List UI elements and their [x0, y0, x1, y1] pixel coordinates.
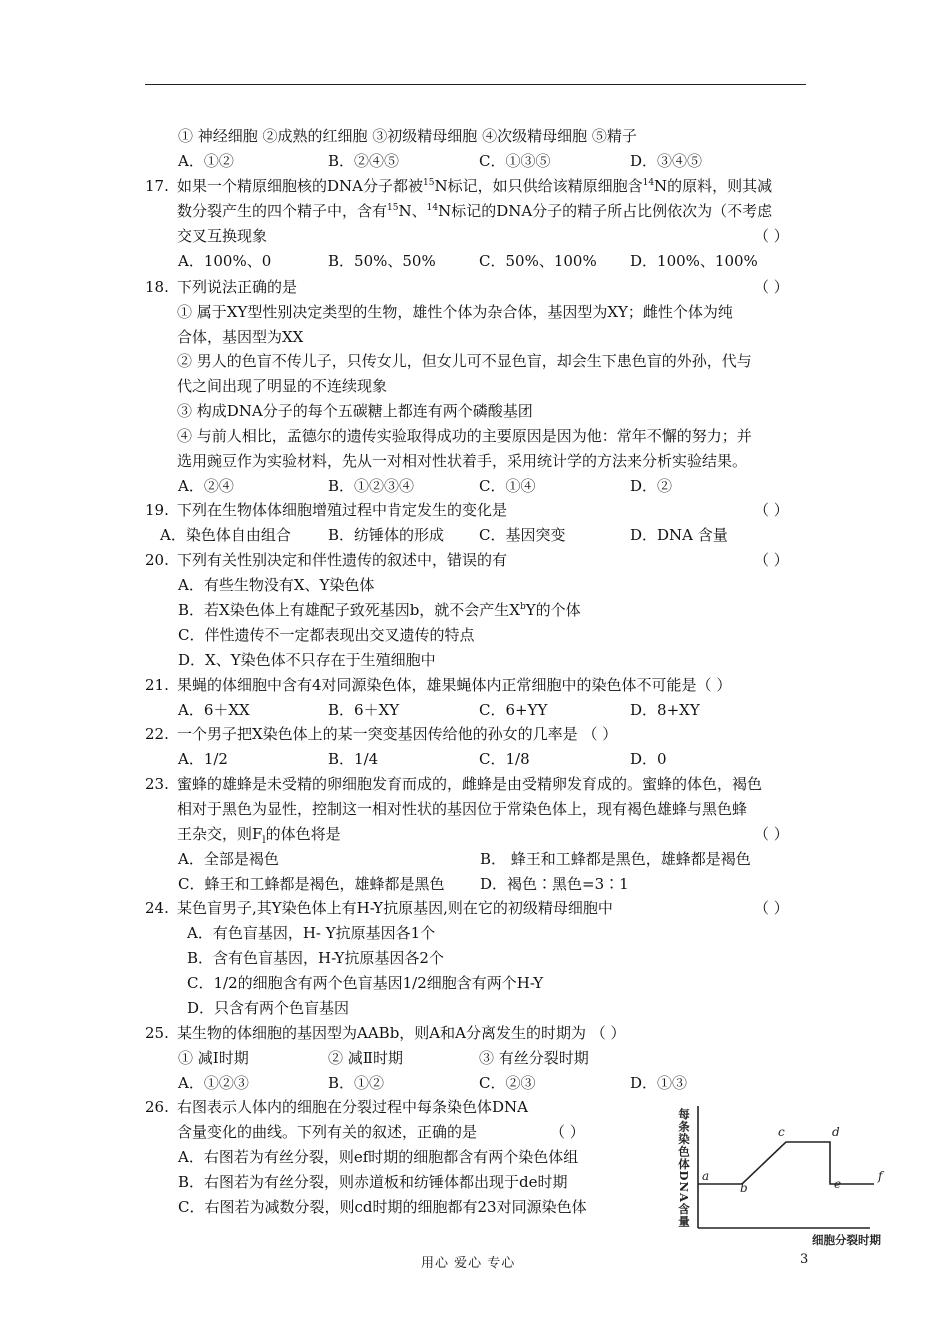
- q22-number: 22.: [145, 725, 169, 743]
- q17-line2: [177, 201, 772, 221]
- q18-option-d[interactable]: D．②: [630, 477, 673, 495]
- q20-option-b-text: Y的个体: [525, 601, 581, 619]
- q20-option-c[interactable]: C．伴性遗传不一定都表现出交叉遗传的特点: [178, 626, 475, 644]
- q18-statement-3: ③ 构成DNA分子的每个五碳糖上都连有两个磷酸基团: [177, 402, 533, 420]
- q26-number: 26.: [145, 1098, 169, 1116]
- q17-text: N标记，如只供给该精原细胞含: [434, 177, 643, 195]
- q16-items: ① 神经细胞 ②成熟的红细胞 ③初级精母细胞 ④次级精母细胞 ⑤精子: [178, 127, 637, 145]
- dna-content-chart: [672, 1100, 882, 1250]
- q23-option-d[interactable]: D．褐色∶黑色=3∶1: [480, 875, 629, 893]
- x-axis-label: 细胞分裂时期: [812, 1233, 881, 1247]
- q23-text: 蜜蜂的雄蜂是未受精的卵细胞发育而成的，雌蜂是由受精卵发育成的。蜜蜂的体色，褐色: [177, 775, 763, 793]
- q18-number: 18.: [145, 278, 169, 296]
- q22-option-c[interactable]: C．1/8: [479, 750, 530, 768]
- q23-line3: [177, 824, 341, 844]
- q25-item-2: ② 减Ⅱ时期: [328, 1049, 403, 1067]
- q17-option-b[interactable]: B．50%、50%: [328, 252, 436, 270]
- q18-statement-2b: 代之间出现了明显的不连续现象: [177, 377, 388, 395]
- q25-item-3: ③ 有丝分裂时期: [479, 1049, 589, 1067]
- q16-option-b[interactable]: B．②④⑤: [328, 152, 400, 170]
- q25-option-b[interactable]: B．①②: [328, 1074, 385, 1092]
- q19-stem: [145, 500, 507, 520]
- q20-option-d[interactable]: D．X、Y染色体不只存在于生殖细胞中: [178, 651, 436, 669]
- q17-option-c[interactable]: C．50%、100%: [479, 252, 597, 270]
- q24-stem: [145, 898, 613, 918]
- q22-option-d[interactable]: D．0: [630, 750, 667, 768]
- q25-item-1: ① 减Ⅰ时期: [178, 1049, 249, 1067]
- q22-option-b[interactable]: B．1/4: [328, 750, 379, 768]
- q24-answer-paren[interactable]: （ ）: [754, 899, 789, 917]
- q19-answer-paren[interactable]: （ ）: [754, 501, 789, 519]
- q20-option-a[interactable]: A．有些生物没有X、Y染色体: [178, 576, 375, 594]
- q25-option-c[interactable]: C．②③: [479, 1074, 536, 1092]
- q21-number: 21.: [145, 676, 169, 694]
- q17-answer-paren[interactable]: （ ）: [754, 227, 789, 245]
- q21-option-c[interactable]: C．6+YY: [479, 701, 548, 719]
- q26-option-a[interactable]: A．右图若为有丝分裂，则ef时期的细胞都含有两个染色体组: [178, 1148, 579, 1166]
- q18-statement-1a: ① 属于XY型性别决定类型的生物，雄性个体为杂合体，基因型为XY；雌性个体为纯: [177, 303, 733, 321]
- q20-stem: [145, 550, 507, 570]
- q17-line1: [145, 176, 772, 196]
- q16-option-d[interactable]: D．③④⑤: [630, 152, 703, 170]
- q23-option-b[interactable]: B． 蜂王和工蜂都是黑色，雄蜂都是褐色: [480, 850, 751, 868]
- q18-statement-4b: 选用豌豆作为实验材料，先从一对相对性状着手，采用统计学的方法来分析实验结果。: [177, 452, 748, 470]
- point-label-a: a: [702, 1169, 710, 1183]
- q17-text: 数分裂产生的四个精子中，含有: [177, 202, 388, 220]
- point-label-d: d: [832, 1125, 840, 1139]
- q26-line1: [145, 1097, 528, 1117]
- q17-sup: 14: [642, 178, 655, 188]
- q26-line2: 含量变化的曲线。下列有关的叙述，正确的是: [177, 1123, 478, 1141]
- q18-answer-paren[interactable]: （ ）: [754, 278, 789, 296]
- q19-option-c[interactable]: C．基因突变: [479, 526, 566, 544]
- q17-option-a[interactable]: A．100%、0: [178, 252, 272, 270]
- q21-text: 果蝇的体细胞中含有4对同源染色体，雄果蝇体内正常细胞中的染色体不可能是（ ）: [177, 676, 732, 694]
- q24-text: 某色盲男子,其Y染色体上有H-Y抗原基因,则在它的初级精母细胞中: [177, 899, 613, 917]
- q17-option-d[interactable]: D．100%、100%: [630, 252, 758, 270]
- y-axis-label: 每条染色体DNA含量: [677, 1108, 691, 1228]
- q23-sub: l: [262, 835, 266, 846]
- q23-answer-paren[interactable]: （ ）: [754, 825, 789, 843]
- q24-number: 24.: [145, 899, 169, 917]
- q18-option-c[interactable]: C．①④: [479, 477, 536, 495]
- q17-text: N标记的DNA分子的精子所占比例依次为（不考虑: [438, 202, 773, 220]
- point-label-f: f: [878, 1169, 883, 1183]
- q17-number: 17.: [145, 177, 169, 195]
- q22-text: 一个男子把X染色体上的某一突变基因传给他的孙女的几率是 （ ）: [177, 725, 618, 743]
- q25-number: 25.: [145, 1024, 169, 1042]
- q26-text: 右图表示人体内的细胞在分裂过程中每条染色体DNA: [177, 1098, 528, 1116]
- q26-answer-paren[interactable]: （ ）: [550, 1123, 585, 1141]
- q25-text: 某生物的体细胞的基因型为AABb，则A和A分离发生的时期为 （ ）: [177, 1024, 626, 1042]
- q19-text: 下列在生物体体细胞增殖过程中肯定发生的变化是: [177, 501, 508, 519]
- q20-number: 20.: [145, 551, 169, 569]
- q25-stem: [145, 1023, 626, 1043]
- q20-answer-paren[interactable]: （ ）: [754, 551, 789, 569]
- point-label-c: c: [778, 1125, 785, 1139]
- q23-line1: [145, 774, 762, 794]
- chart-marks: [698, 1125, 885, 1195]
- q17-text: N、: [398, 202, 427, 220]
- q23-text: 王杂交，则F: [177, 825, 263, 843]
- q19-option-d[interactable]: D．DNA 含量: [630, 526, 728, 544]
- q24-option-a[interactable]: A．有色盲基因，H- Y抗原基因各1个: [187, 924, 436, 942]
- q23-line2: 相对于黑色为显性，控制这一相对性状的基因位于常染色体上，现有褐色雄蜂与黑色蜂: [177, 800, 748, 818]
- q26-option-c[interactable]: C．右图若为减数分裂，则cd时期的细胞都有23对同源染色体: [178, 1198, 587, 1216]
- header-rule: [145, 84, 806, 85]
- footer-slogan: 用心 爱心 专心: [421, 1256, 516, 1271]
- q25-option-d[interactable]: D．①③: [630, 1074, 688, 1092]
- q18-statement-1b: 合体，基因型为XX: [177, 328, 304, 346]
- q21-option-b[interactable]: B．6＋XY: [328, 701, 400, 719]
- q24-option-b[interactable]: B．含有色盲基因，H-Y抗原基因各2个: [187, 949, 444, 967]
- q20-option-b-sup: b: [520, 602, 526, 612]
- q18-text: 下列说法正确的是: [177, 278, 298, 296]
- q17-text: N的原料，则其减: [654, 177, 773, 195]
- q20-option-b[interactable]: [178, 600, 581, 620]
- q18-option-b[interactable]: B．①②③④: [328, 477, 415, 495]
- q17-line3: 交叉互换现象: [177, 227, 268, 245]
- q19-option-b[interactable]: B．纺锤体的形成: [328, 526, 445, 544]
- q23-number: 23.: [145, 775, 169, 793]
- point-label-e: e: [834, 1177, 842, 1191]
- q17-sup: 14: [426, 203, 439, 213]
- q21-option-a[interactable]: A．6＋XX: [178, 701, 250, 719]
- q22-stem: [145, 724, 617, 744]
- q19-number: 19.: [145, 501, 169, 519]
- q17-sup: 15: [387, 203, 399, 213]
- q24-option-c[interactable]: C．1/2的细胞含有两个色盲基因1/2细胞含有两个H-Y: [187, 974, 544, 992]
- q18-statement-4a: ④ 与前人相比，孟德尔的遗传实验取得成功的主要原因是因为他：常年不懈的努力；并: [177, 427, 752, 445]
- q21-stem: [145, 675, 731, 695]
- q20-text: 下列有关性别决定和伴性遗传的叙述中，错误的有: [177, 551, 508, 569]
- q22-option-a[interactable]: A．1/2: [178, 750, 228, 768]
- q23-option-c[interactable]: C．蜂王和工蜂都是褐色，雄蜂都是黑色: [178, 875, 445, 893]
- q18-statement-2a: ② 男人的色盲不传儿子，只传女儿，但女儿可不显色盲，却会生下患色盲的外孙，代与: [177, 352, 752, 370]
- point-label-b: b: [740, 1181, 748, 1195]
- q16-option-a[interactable]: A．①②: [178, 152, 234, 170]
- dna-curve: [698, 1142, 874, 1184]
- q17-text: 如果一个精原细胞核的DNA分子都被: [177, 177, 423, 195]
- q25-option-a[interactable]: A．①②③: [178, 1074, 249, 1092]
- q19-option-a[interactable]: A．染色体自由组合: [160, 526, 291, 544]
- q24-option-d[interactable]: D．只含有两个色盲基因: [187, 999, 350, 1017]
- q23-text: 的体色将是: [265, 825, 341, 843]
- q21-option-d[interactable]: D．8+XY: [630, 701, 700, 719]
- q16-option-c[interactable]: C．①③⑤: [479, 152, 551, 170]
- q18-stem: [145, 277, 297, 297]
- q23-option-a[interactable]: A．全部是褐色: [178, 850, 279, 868]
- q20-option-b-text: B．若X染色体上有雄配子致死基因b，就不会产生X: [178, 601, 520, 619]
- q17-sup: 15: [423, 178, 435, 188]
- q26-option-b[interactable]: B．右图若为有丝分裂，则赤道板和纺锤体都出现于de时期: [178, 1173, 568, 1191]
- q18-option-a[interactable]: A．②④: [178, 477, 234, 495]
- page-number: 3: [800, 1252, 809, 1267]
